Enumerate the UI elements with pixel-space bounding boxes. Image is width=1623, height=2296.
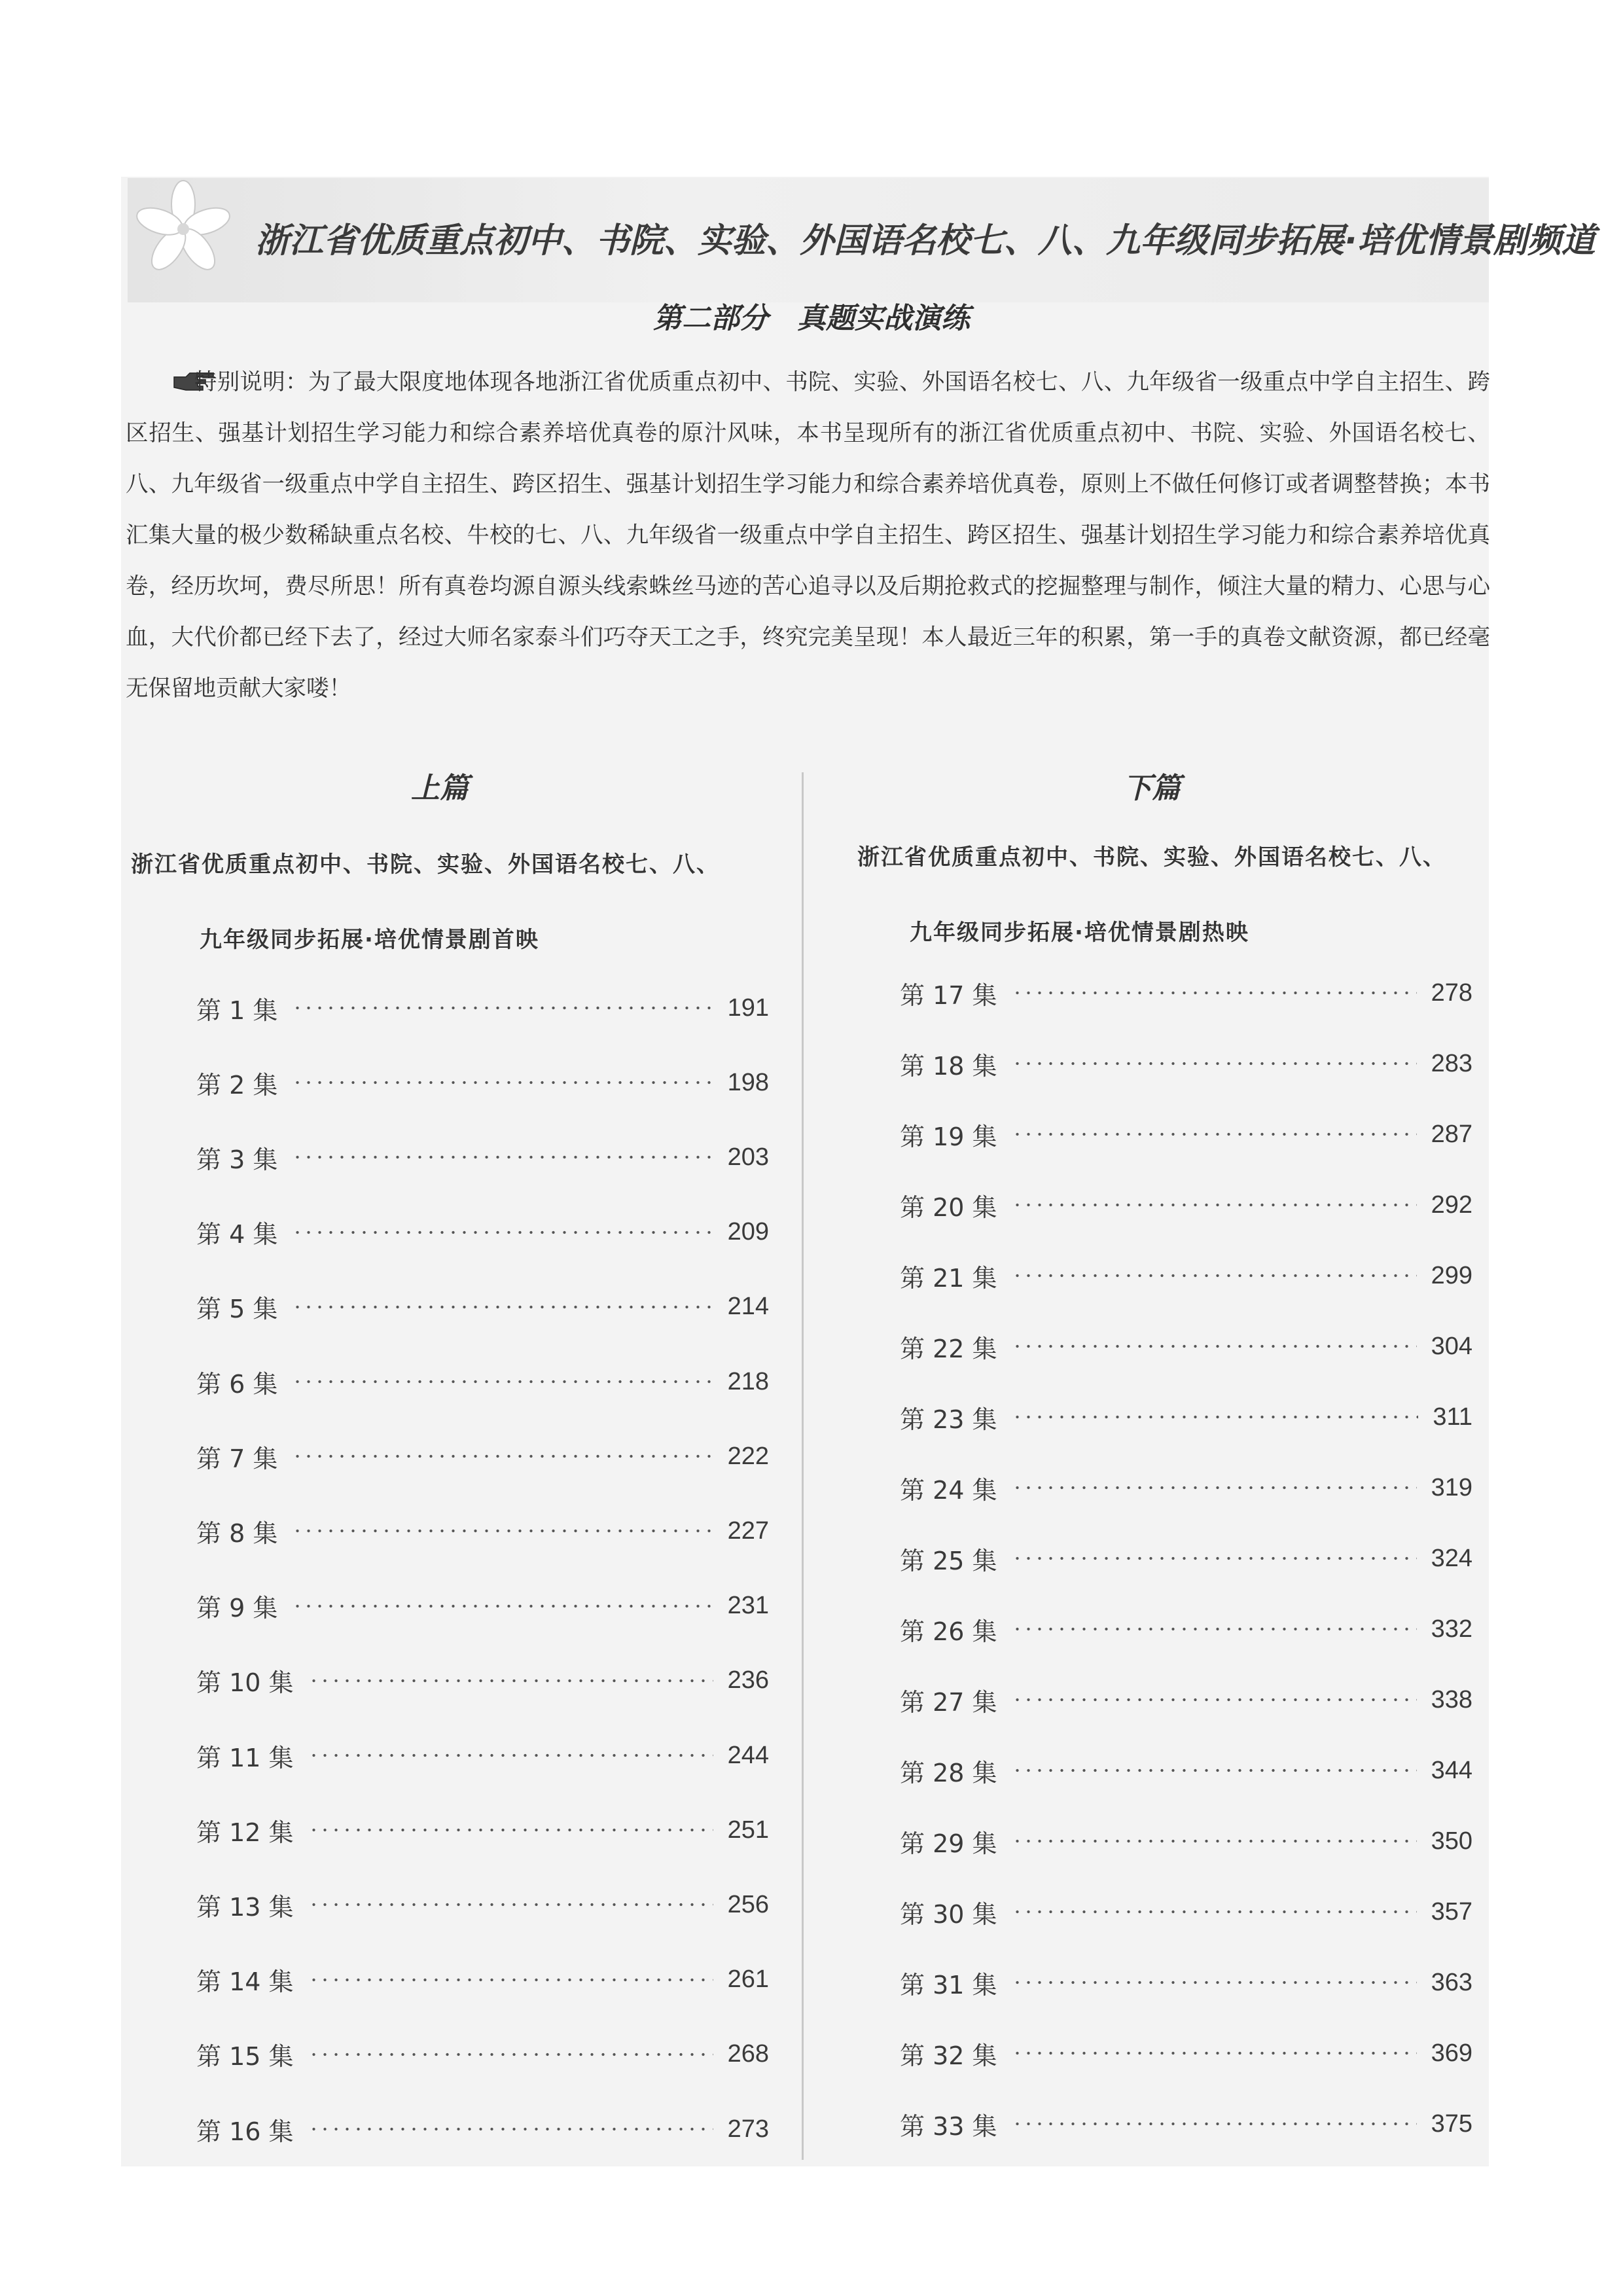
toc-entry-label: 第 5 集	[196, 1295, 278, 1324]
toc-entry[interactable]	[900, 1044, 1472, 1083]
toc-leader-dots	[1012, 2051, 1417, 2056]
right-column-heading: 下篇	[1123, 772, 1181, 805]
toc-entry-page: 218	[727, 1367, 769, 1395]
toc-leader-dots	[1012, 1697, 1417, 1702]
toc-entry[interactable]	[196, 2109, 769, 2149]
toc-entry-page: 338	[1431, 1685, 1472, 1713]
toc-entry-page: 283	[1431, 1049, 1472, 1077]
toc-entry-page: 209	[727, 1218, 769, 1246]
toc-entry-page: 292	[1431, 1191, 1472, 1219]
toc-entry[interactable]	[196, 1810, 769, 1850]
toc-entry-page: 198	[727, 1068, 769, 1096]
toc-entry-page: 350	[1431, 1827, 1472, 1855]
toc-entry-label: 第 15 集	[196, 2042, 294, 2072]
toc-leader-dots	[292, 1230, 713, 1235]
toc-entry-label: 第 21 集	[900, 1263, 997, 1293]
toc-leader-dots	[308, 2052, 713, 2057]
toc-entry[interactable]	[196, 988, 769, 1028]
toc-leader-dots	[1012, 1061, 1417, 1066]
toc-entry[interactable]	[196, 1287, 769, 1327]
toc-entry-label: 第 32 集	[900, 2041, 997, 2070]
toc-entry-page: 273	[727, 2115, 769, 2143]
toc-entry[interactable]	[900, 1327, 1472, 1366]
left-column-heading: 上篇	[411, 772, 469, 805]
toc-entry-label: 第 23 集	[900, 1405, 997, 1434]
toc-entry-label: 第 14 集	[196, 1967, 294, 1997]
toc-leader-dots	[292, 1155, 713, 1160]
column-divider	[802, 772, 804, 2160]
toc-leader-dots	[1012, 1132, 1417, 1137]
toc-entry-page: 369	[1431, 2039, 1472, 2067]
toc-entry-page: 191	[727, 994, 769, 1022]
toc-entry-label: 第 10 集	[196, 1668, 294, 1698]
toc-leader-dots	[1012, 1839, 1417, 1844]
right-column-subtitle-line2: 九年级同步拓展·培优情景剧热映	[910, 920, 1249, 946]
page-title: 浙江省优质重点初中、书院、实验、外国语名校七、八、九年级同步拓展·培优情景剧频道	[255, 221, 1596, 260]
toc-entry-label: 第 17 集	[900, 980, 997, 1010]
toc-entry-label: 第 1 集	[196, 996, 278, 1025]
toc-entry-label: 第 27 集	[900, 1687, 997, 1717]
toc-entry[interactable]	[900, 1963, 1472, 2002]
toc-entry-label: 第 19 集	[900, 1122, 997, 1151]
toc-entry-label: 第 7 集	[196, 1444, 278, 1473]
toc-entry-page: 287	[1431, 1120, 1472, 1148]
toc-entry-label: 第 11 集	[196, 1743, 294, 1772]
toc-entry[interactable]	[196, 1362, 769, 1401]
toc-leader-dots	[1012, 1485, 1417, 1490]
toc-entry[interactable]	[900, 1892, 1472, 1931]
toc-leader-dots	[308, 1827, 713, 1833]
toc-entry[interactable]	[900, 1609, 1472, 1649]
toc-entry-page: 236	[727, 1666, 769, 1695]
toc-leader-dots	[1012, 1980, 1417, 1985]
toc-entry-label: 第 16 集	[196, 2117, 294, 2146]
toc-leader-dots	[292, 1304, 713, 1310]
toc-entry-label: 第 28 集	[900, 1758, 997, 1787]
toc-entry-page: 268	[727, 2040, 769, 2068]
toc-leader-dots	[1012, 1768, 1417, 1773]
toc-leader-dots	[308, 2126, 713, 2132]
toc-entry-label: 第 29 集	[900, 1829, 997, 1858]
toc-entry[interactable]	[900, 1680, 1472, 1719]
toc-entry[interactable]	[196, 1213, 769, 1252]
toc-leader-dots	[1012, 2121, 1417, 2126]
toc-entry-label: 第 12 集	[196, 1818, 294, 1847]
toc-entry-page: 375	[1431, 2109, 1472, 2138]
toc-entry[interactable]	[900, 1539, 1472, 1578]
toc-entry-page: 299	[1431, 1261, 1472, 1289]
toc-leader-dots	[292, 1528, 713, 1534]
toc-leader-dots	[308, 1902, 713, 1907]
toc-entry-page: 278	[1431, 978, 1472, 1007]
toc-leader-dots	[1012, 1273, 1417, 1278]
toc-entry[interactable]	[900, 1256, 1472, 1295]
right-column-subtitle-line1: 浙江省优质重点初中、书院、实验、外国语名校七、八、	[857, 844, 1446, 870]
left-column-subtitle-line1: 浙江省优质重点初中、书院、实验、外国语名校七、八、	[131, 852, 720, 878]
toc-entry[interactable]	[196, 1063, 769, 1102]
toc-leader-dots	[292, 1454, 713, 1459]
toc-entry-page: 319	[1431, 1473, 1472, 1501]
flower-icon	[131, 177, 236, 281]
toc-leader-dots	[308, 1753, 713, 1758]
toc-entry[interactable]	[196, 1138, 769, 1177]
toc-entry-label: 第 24 集	[900, 1475, 997, 1505]
toc-entry-page: 256	[727, 1890, 769, 1918]
toc-entry-page: 222	[727, 1442, 769, 1470]
toc-entry-page: 304	[1431, 1332, 1472, 1360]
toc-entry-page: 311	[1433, 1403, 1472, 1431]
toc-entry[interactable]	[900, 1397, 1472, 1437]
toc-leader-dots	[1012, 1414, 1419, 1420]
toc-entry[interactable]	[900, 1751, 1472, 1790]
toc-leader-dots	[1012, 1556, 1417, 1561]
toc-leader-dots	[308, 1977, 713, 1982]
toc-entry[interactable]	[196, 1511, 769, 1551]
toc-entry[interactable]	[900, 1821, 1472, 1861]
toc-entry-label: 第 33 集	[900, 2111, 997, 2141]
toc-leader-dots	[292, 1005, 713, 1011]
toc-entry[interactable]	[196, 1736, 769, 1775]
toc-entry[interactable]	[900, 1468, 1472, 1507]
toc-entry-label: 第 9 集	[196, 1594, 278, 1623]
toc-entry-label: 第 20 集	[900, 1193, 997, 1222]
toc-entry-page: 203	[727, 1143, 769, 1171]
toc-entry-page: 214	[727, 1293, 769, 1321]
toc-leader-dots	[292, 1080, 713, 1085]
toc-entry-page: 244	[727, 1741, 769, 1769]
toc-entry-label: 第 6 集	[196, 1369, 278, 1399]
toc-entry[interactable]	[900, 2104, 1472, 2144]
special-note: 特别说明：为了最大限度地体现各地浙江省优质重点初中、书院、实验、外国语名校七、八、九年级省一级重点中学自主招生、跨区招生、强基计划招生学习能力和综合素养培优真卷的原汁风味，本书呈现所有的浙江省优质重点初中、书院、实验、外国语名校七、八、九年级省一级重点中学自主招生、跨区招生、强基计划招生学习能力和综合素养培优真卷，原则上不做任何修订或者调整替换；本书汇集大量的极少数稀缺重点名校、牛校的七、八、九年级省一级重点中学自主招生、跨区招生、强基计划招生学习能力和综合素养培优真卷，经历坎坷，费尽所思！所有真卷均源自源头线索蛛丝马迹的苦心追寻以及后期抢救式的挖掘整理与制作，倾注大量的精力、心思与心血，大代价都已经下去了，经过大师名家泰斗们巧夺天工之手，终究完美呈现！本人最近三年的积累，第一手的真卷文献资源，都已经毫无保留地贡献大家喽！	[126, 369, 1490, 702]
toc-entry-page: 251	[727, 1816, 769, 1844]
toc-leader-dots	[1012, 1626, 1417, 1632]
toc-entry-page: 357	[1431, 1897, 1472, 1926]
toc-leader-dots	[1012, 990, 1417, 996]
toc-entry-label: 第 2 集	[196, 1070, 278, 1100]
toc-entry-page: 227	[727, 1516, 769, 1545]
toc-entry-label: 第 26 集	[900, 1617, 997, 1646]
toc-entry-page: 261	[727, 1965, 769, 1994]
toc-leader-dots	[1012, 1909, 1417, 1914]
toc-entry-page: 344	[1431, 1756, 1472, 1784]
toc-entry-label: 第 13 集	[196, 1892, 294, 1922]
toc-entry[interactable]	[196, 2035, 769, 2074]
toc-entry[interactable]	[196, 1587, 769, 1626]
toc-entry-page: 324	[1431, 1544, 1472, 1572]
toc-entry-label: 第 3 集	[196, 1145, 278, 1174]
toc-entry-label: 第 25 集	[900, 1546, 997, 1575]
toc-entry[interactable]	[196, 1885, 769, 1924]
toc-entry-page: 231	[727, 1592, 769, 1620]
toc-entry-label: 第 31 集	[900, 1970, 997, 2000]
toc-entry[interactable]	[900, 2034, 1472, 2073]
toc-entry-label: 第 8 集	[196, 1518, 278, 1548]
toc-entry-label: 第 18 集	[900, 1051, 997, 1081]
toc-entry-page: 363	[1431, 1968, 1472, 1996]
toc-entry-label: 第 22 集	[900, 1334, 997, 1363]
toc-entry[interactable]	[196, 1960, 769, 2000]
left-column-subtitle-line2: 九年级同步拓展·培优情景剧首映	[200, 927, 539, 953]
section-title: 第二部分 真题实战演练	[653, 302, 970, 335]
toc-entry-label: 第 4 集	[196, 1220, 278, 1249]
toc-leader-dots	[308, 1678, 713, 1683]
toc-leader-dots	[1012, 1344, 1417, 1349]
toc-entry[interactable]	[900, 1115, 1472, 1154]
toc-leader-dots	[292, 1379, 713, 1384]
toc-entry[interactable]	[900, 973, 1472, 1013]
toc-entry-label: 第 30 集	[900, 1899, 997, 1929]
toc-entry-page: 332	[1431, 1615, 1472, 1643]
toc-entry[interactable]	[196, 1437, 769, 1476]
toc-entry[interactable]	[196, 1661, 769, 1700]
toc-entry[interactable]	[900, 1185, 1472, 1225]
toc-leader-dots	[292, 1604, 713, 1609]
toc-leader-dots	[1012, 1202, 1417, 1208]
